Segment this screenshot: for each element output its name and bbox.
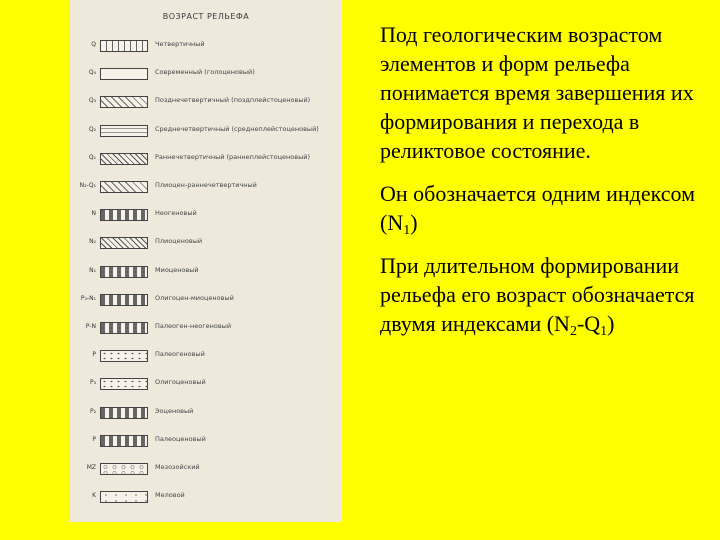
legend-index: Q₃	[88, 97, 96, 105]
legend-index: P	[92, 435, 96, 443]
legend-label: Неогеновый	[155, 209, 197, 218]
legend-label: Миоценовый	[155, 265, 199, 274]
legend-label: Позднечетвертичный (поздплейстоценовый)	[155, 96, 311, 105]
legend-row	[70, 461, 342, 477]
legend-row	[70, 94, 342, 110]
legend-swatch	[100, 209, 148, 221]
legend-row	[70, 235, 342, 251]
legend-swatch	[100, 266, 148, 278]
single-index-sub: 1	[403, 223, 411, 238]
legend-index: Q₄	[88, 69, 96, 77]
legend-swatch	[100, 378, 148, 390]
legend-label: Плиоцен-раннечетвертичный	[155, 181, 257, 189]
legend-title: ВОЗРАСТ РЕЛЬЕФА	[162, 12, 250, 21]
legend-swatch	[100, 153, 148, 165]
double-index-paragraph	[380, 251, 716, 338]
legend-index: N₂-Q₁	[79, 182, 96, 189]
text-block	[380, 20, 716, 352]
legend-swatch	[100, 322, 148, 334]
double-index-sub-1: 2	[569, 324, 577, 339]
legend-label: Среднечетвертичный (среднеплейстоценовый)	[155, 124, 319, 133]
legend-index: Q	[91, 41, 96, 48]
single-index-text: Он обозначается одним индексом (N	[380, 181, 696, 235]
legend-index: P₃-N₁	[80, 294, 96, 302]
legend-label: Четвертичный	[155, 40, 205, 48]
legend-row	[70, 123, 342, 139]
legend-row	[70, 348, 342, 364]
legend-index: P₃	[89, 379, 96, 387]
legend-label: Эоценовый	[155, 406, 194, 415]
legend-row	[70, 179, 342, 195]
legend-index: N₂	[89, 238, 96, 246]
single-index-paragraph	[380, 179, 716, 237]
legend-index: Q₂	[88, 125, 96, 133]
legend-row	[70, 405, 342, 421]
legend-swatch	[100, 40, 148, 52]
legend-row	[70, 489, 342, 505]
legend-row	[70, 320, 342, 336]
legend-index: P	[92, 351, 96, 359]
legend-label: Палеоценовый	[155, 434, 206, 443]
legend-index: P-N	[85, 323, 96, 330]
legend-swatch	[100, 407, 148, 419]
legend-swatch	[100, 181, 148, 193]
legend-row	[70, 207, 342, 223]
legend-label: Плиоценовый	[155, 237, 203, 246]
legend-swatch	[100, 491, 148, 503]
age-legend-image	[70, 0, 342, 522]
legend-swatch	[100, 125, 148, 137]
legend-swatch	[100, 435, 148, 447]
legend-swatch	[100, 96, 148, 108]
legend-label: Олигоцен-миоценовый	[155, 293, 234, 302]
legend-swatch	[100, 68, 148, 80]
double-index-text: При длительном формировании рельефа его возраст обозначается двумя индексами (N	[380, 253, 695, 336]
legend-swatch	[100, 237, 148, 249]
legend-swatch	[100, 294, 148, 306]
legend-index: N	[91, 210, 96, 218]
legend-label: Меловой	[155, 491, 185, 500]
legend-index: N₁	[89, 266, 96, 274]
legend-label: Современный (голоценовый)	[155, 68, 255, 77]
legend-index: P₂	[89, 407, 96, 415]
legend-row	[70, 264, 342, 280]
single-index-close: )	[410, 210, 418, 235]
legend-index: K	[92, 492, 96, 500]
legend-row	[70, 38, 342, 54]
legend-label: Мезозойский	[155, 463, 200, 471]
legend-label: Раннечетвертичный (раннеплейстоценовый)	[155, 152, 310, 161]
legend-label: Олигоценовый	[155, 378, 206, 387]
legend-swatch	[100, 350, 148, 362]
definition-text: Под геологическим возрастом элементов и форм рельефа понимается время завершения их формирования и перехода в реликтовое состояние.	[380, 22, 694, 163]
legend-row	[70, 151, 342, 167]
double-index-close: )	[607, 311, 615, 336]
double-index-sub-2: 1	[600, 324, 608, 339]
legend-index: MZ	[86, 464, 96, 471]
legend-label: Палеоген-неогеновый	[155, 322, 232, 330]
legend-row	[70, 376, 342, 392]
legend-index: Q₁	[88, 153, 96, 161]
definition-paragraph	[380, 20, 716, 165]
legend-row	[70, 433, 342, 449]
legend-label: Палеогеновый	[155, 350, 205, 359]
legend-swatch	[100, 463, 148, 475]
legend-row	[70, 292, 342, 308]
double-index-mid: -Q	[576, 311, 601, 336]
legend-row	[70, 66, 342, 82]
